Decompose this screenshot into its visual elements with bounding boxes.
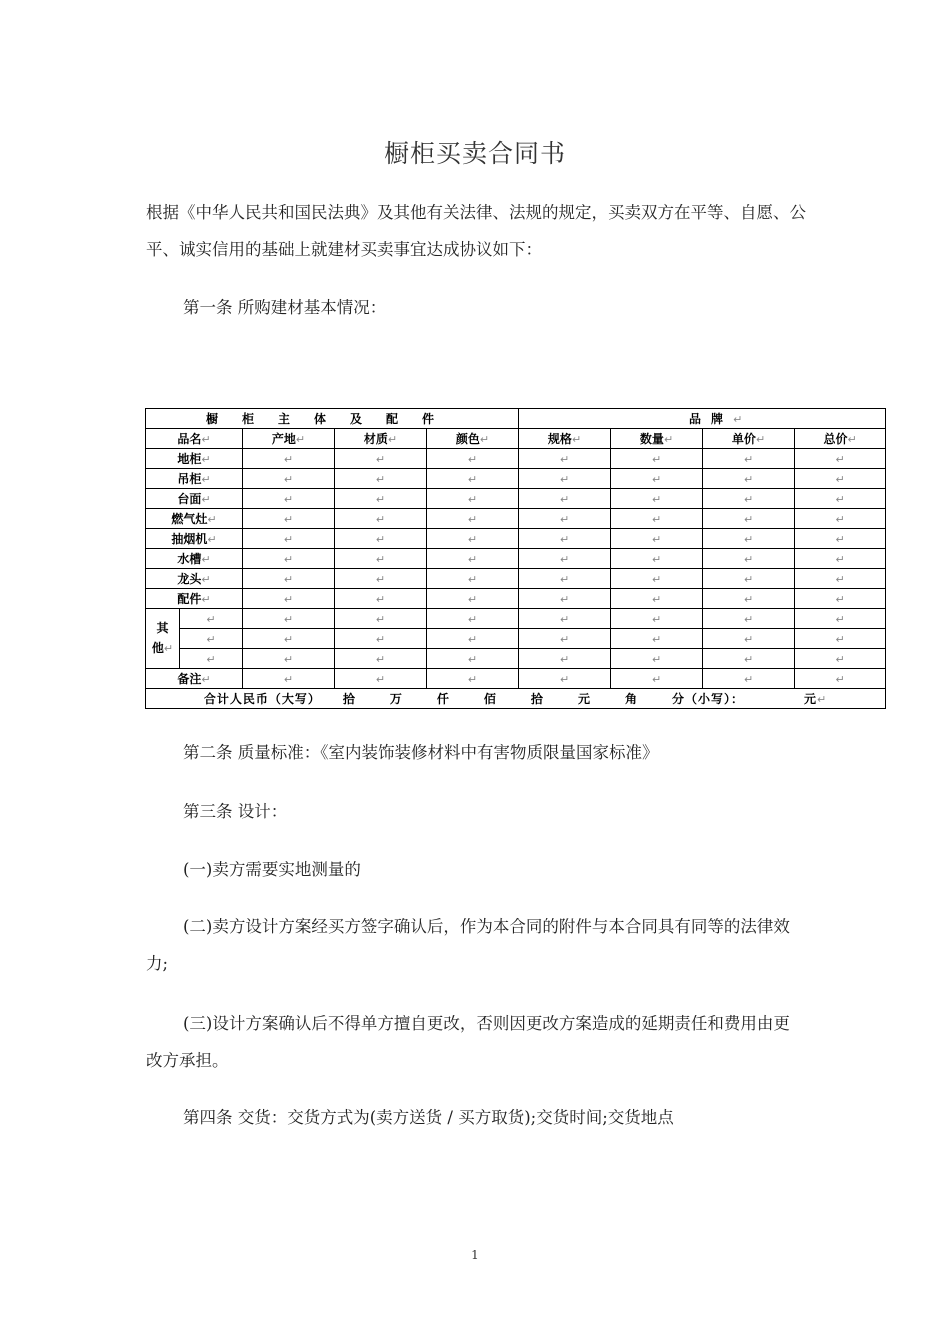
- return-mark: ↵: [283, 532, 294, 546]
- table-cell: [180, 629, 243, 649]
- table-cell: [519, 469, 611, 489]
- return-mark: ↵: [375, 652, 386, 666]
- return-mark: ↵: [743, 672, 754, 686]
- small-amount-label: （小写）：: [684, 692, 744, 706]
- table-row: [146, 549, 886, 569]
- return-mark: ↵: [467, 632, 478, 646]
- table-cell: [611, 489, 703, 509]
- return-mark: ↵: [283, 492, 294, 506]
- amount-unit: 元: [577, 692, 591, 706]
- table-cell: [703, 649, 795, 669]
- intro-paragraph: 根据《中华人民共和国民法典》及其他有关法律、法规的规定，买卖双方在平等、自愿、公平、诚实信用的基础上就建材买卖事宜达成协议如下：: [146, 203, 806, 259]
- table-cell: [795, 489, 886, 509]
- return-mark: ↵: [835, 492, 845, 506]
- table-cell: [519, 569, 611, 589]
- table-cell: [243, 549, 335, 569]
- return-mark: ↵: [207, 513, 217, 526]
- table-cell: [243, 609, 335, 629]
- table-column-header-row: [146, 429, 886, 449]
- return-mark: ↵: [201, 433, 211, 446]
- column-header: 规格↵: [519, 429, 611, 449]
- table-cell: [611, 649, 703, 669]
- table-cell: [519, 509, 611, 529]
- table-cell: [703, 569, 795, 589]
- table-cell: [703, 589, 795, 609]
- table-row: [146, 509, 886, 529]
- amount-unit: 分: [671, 692, 685, 706]
- brand-cell: [519, 409, 886, 429]
- table-cell: [335, 569, 427, 589]
- return-mark: ↵: [743, 452, 754, 466]
- table-row-remark: [146, 669, 886, 689]
- table-cell: [427, 489, 519, 509]
- row-label: 龙头↵: [146, 569, 243, 589]
- table-row: [146, 569, 886, 589]
- table-cell: [611, 449, 703, 469]
- return-mark: ↵: [651, 592, 662, 606]
- table-cell: [427, 529, 519, 549]
- table-cell: [427, 469, 519, 489]
- table-cell: [795, 549, 886, 569]
- return-mark: ↵: [571, 433, 582, 446]
- return-mark: ↵: [375, 672, 386, 686]
- table-cell: [427, 569, 519, 589]
- table-cell: [335, 589, 427, 609]
- table-cell: [519, 629, 611, 649]
- return-mark: ↵: [467, 452, 478, 466]
- table-header-group-row: [146, 409, 886, 429]
- return-mark: ↵: [743, 632, 754, 646]
- return-mark: ↵: [835, 552, 845, 566]
- column-header: 单价↵: [703, 429, 795, 449]
- table-cell: [427, 649, 519, 669]
- return-mark: ↵: [559, 672, 570, 686]
- return-mark: ↵: [201, 553, 211, 566]
- return-mark: ↵: [375, 572, 386, 586]
- return-mark: ↵: [467, 652, 478, 666]
- return-mark: ↵: [206, 632, 216, 646]
- header-group-cell: [146, 409, 519, 429]
- table-cell: [519, 589, 611, 609]
- table-row-other: [146, 629, 886, 649]
- return-mark: ↵: [375, 472, 386, 486]
- row-label: 台面↵: [146, 489, 243, 509]
- table-row: [146, 449, 886, 469]
- return-mark: ↵: [663, 433, 674, 446]
- table-row-other: [146, 649, 886, 669]
- table-cell: [795, 529, 886, 549]
- return-mark: ↵: [743, 652, 754, 666]
- column-header: 材质↵: [335, 429, 427, 449]
- return-mark: ↵: [201, 593, 211, 606]
- return-mark: ↵: [201, 673, 211, 686]
- return-mark: ↵: [559, 592, 570, 606]
- table-cell: [243, 589, 335, 609]
- table-cell: [243, 669, 335, 689]
- table-cell: [703, 469, 795, 489]
- table-cell: [795, 509, 886, 529]
- return-mark: ↵: [835, 612, 845, 626]
- other-label-line: 他↵: [151, 641, 174, 655]
- table-cell: [427, 449, 519, 469]
- table-cell: [703, 669, 795, 689]
- article-3-item-3: (三)设计方案确认后不得单方擅自更改，否则因更改方案造成的延期责任和费用由更改方承担。: [146, 1014, 790, 1070]
- table-cell: [243, 569, 335, 589]
- table-cell: [703, 549, 795, 569]
- row-label: 燃气灶↵: [146, 509, 243, 529]
- return-mark: ↵: [283, 592, 294, 606]
- table-cell: [611, 589, 703, 609]
- return-mark: ↵: [743, 492, 754, 506]
- return-mark: ↵: [467, 472, 478, 486]
- table-cell: [703, 629, 795, 649]
- return-mark: ↵: [743, 512, 754, 526]
- table-cell: [795, 669, 886, 689]
- return-mark: ↵: [651, 512, 662, 526]
- table-cell: [427, 629, 519, 649]
- table-row: [146, 489, 886, 509]
- return-mark: ↵: [375, 452, 386, 466]
- table-cell: [611, 549, 703, 569]
- return-mark: ↵: [743, 612, 754, 626]
- return-mark: ↵: [835, 632, 845, 646]
- return-mark: ↵: [651, 532, 662, 546]
- column-header: 产地↵: [243, 429, 335, 449]
- table-cell: [335, 609, 427, 629]
- table-cell: [519, 549, 611, 569]
- table-cell: [243, 629, 335, 649]
- return-mark: ↵: [835, 652, 845, 666]
- return-mark: ↵: [651, 632, 662, 646]
- return-mark: ↵: [559, 632, 570, 646]
- return-mark: ↵: [559, 452, 570, 466]
- row-label: 地柜↵: [146, 449, 243, 469]
- return-mark: ↵: [283, 452, 294, 466]
- row-label: 吊柜↵: [146, 469, 243, 489]
- yuan-label: 元: [804, 692, 818, 706]
- table-row-other: [146, 609, 886, 629]
- return-mark: ↵: [835, 592, 845, 606]
- article-1: 第一条 所购建材基本情况：: [183, 298, 387, 317]
- return-mark: ↵: [835, 512, 845, 526]
- table-cell: [335, 449, 427, 469]
- return-mark: ↵: [467, 592, 478, 606]
- table-cell: [427, 609, 519, 629]
- return-mark: ↵: [387, 433, 398, 446]
- table-cell: [795, 629, 886, 649]
- table-cell: [795, 569, 886, 589]
- return-mark: ↵: [559, 572, 570, 586]
- table-row: [146, 469, 886, 489]
- amount-unit: 角: [624, 692, 638, 706]
- return-mark: ↵: [467, 512, 478, 526]
- return-mark: ↵: [559, 552, 570, 566]
- return-mark: ↵: [651, 612, 662, 626]
- return-mark: ↵: [201, 573, 211, 586]
- materials-table: [145, 408, 886, 709]
- return-mark: ↵: [295, 433, 306, 446]
- table-cell: [180, 609, 243, 629]
- table-cell: [427, 509, 519, 529]
- article-3-item-2: (二)卖方设计方案经买方签字确认后，作为本合同的附件与本合同具有同等的法律效力;: [146, 917, 790, 973]
- table-cell: [335, 629, 427, 649]
- return-mark: ↵: [743, 572, 754, 586]
- return-mark: ↵: [559, 652, 570, 666]
- return-mark: ↵: [743, 532, 754, 546]
- amount-unit: 拾: [342, 692, 356, 706]
- return-mark: ↵: [283, 512, 294, 526]
- table-cell: [519, 609, 611, 629]
- row-label: 配件↵: [146, 589, 243, 609]
- table-cell: [519, 489, 611, 509]
- return-mark: ↵: [755, 433, 766, 446]
- return-mark: ↵: [651, 652, 662, 666]
- table-cell: [335, 489, 427, 509]
- return-mark: ↵: [283, 572, 294, 586]
- return-mark: ↵: [207, 533, 217, 546]
- return-mark: ↵: [375, 492, 386, 506]
- return-mark: ↵: [651, 552, 662, 566]
- brand-label: 品牌: [689, 412, 734, 426]
- return-mark: ↵: [283, 612, 294, 626]
- return-mark: ↵: [817, 693, 828, 706]
- return-mark: ↵: [835, 452, 845, 466]
- table-cell: [519, 669, 611, 689]
- table-cell: [703, 529, 795, 549]
- return-mark: ↵: [206, 652, 216, 666]
- return-mark: ↵: [835, 672, 845, 686]
- table-cell: [427, 549, 519, 569]
- table-cell: [703, 609, 795, 629]
- return-mark: ↵: [651, 672, 662, 686]
- page-number: 1: [471, 1248, 479, 1262]
- article-4: 第四条 交货：交货方式为(卖方送货 / 买方取货);交货时间;交货地点: [183, 1108, 674, 1127]
- table-cell: [611, 669, 703, 689]
- return-mark: ↵: [283, 632, 294, 646]
- table-cell: [611, 629, 703, 649]
- table-cell: [795, 649, 886, 669]
- return-mark: ↵: [201, 473, 211, 486]
- other-label-line: 其: [156, 621, 169, 635]
- table-cell: [243, 509, 335, 529]
- return-mark: ↵: [201, 493, 211, 506]
- return-mark: ↵: [651, 572, 662, 586]
- return-mark: ↵: [651, 472, 662, 486]
- table-total-row: [146, 689, 886, 709]
- row-label: 备注↵: [146, 669, 243, 689]
- table-cell: [243, 469, 335, 489]
- column-header: 品名↵: [146, 429, 243, 449]
- column-header: 总价↵: [795, 429, 886, 449]
- table-cell: [795, 609, 886, 629]
- table-row: [146, 529, 886, 549]
- amount-unit: 万: [389, 692, 403, 706]
- return-mark: ↵: [559, 492, 570, 506]
- table-cell: [703, 509, 795, 529]
- total-label: 合计人民币（大写）: [203, 692, 321, 706]
- table-cell: [795, 469, 886, 489]
- article-3-item-1: (一)卖方需要实地测量的: [183, 860, 361, 879]
- return-mark: ↵: [559, 612, 570, 626]
- return-mark: ↵: [467, 672, 478, 686]
- return-mark: ↵: [651, 492, 662, 506]
- table-cell: [795, 449, 886, 469]
- table-cell: [427, 589, 519, 609]
- table-cell: [335, 529, 427, 549]
- column-header: 数量↵: [611, 429, 703, 449]
- return-mark: ↵: [283, 672, 294, 686]
- table-cell: [335, 549, 427, 569]
- return-mark: ↵: [375, 612, 386, 626]
- amount-unit: 仟: [436, 692, 450, 706]
- return-mark: ↵: [743, 592, 754, 606]
- table-cell: [243, 449, 335, 469]
- return-mark: ↵: [283, 552, 294, 566]
- table-cell: [611, 529, 703, 549]
- return-mark: ↵: [467, 532, 478, 546]
- table-cell: [703, 489, 795, 509]
- table-cell: [703, 449, 795, 469]
- return-mark: ↵: [835, 572, 845, 586]
- return-mark: ↵: [201, 453, 211, 466]
- return-mark: ↵: [163, 642, 174, 655]
- return-mark: ↵: [835, 472, 845, 486]
- table-row: [146, 589, 886, 609]
- table-cell: [519, 649, 611, 669]
- table-cell: [519, 529, 611, 549]
- return-mark: ↵: [559, 472, 570, 486]
- table-cell: [795, 589, 886, 609]
- return-mark: ↵: [375, 592, 386, 606]
- return-mark: ↵: [743, 472, 754, 486]
- return-mark: ↵: [206, 612, 216, 626]
- amount-unit: 拾: [530, 692, 544, 706]
- table-cell: [243, 529, 335, 549]
- table-cell: [180, 649, 243, 669]
- total-amount-cell: [146, 689, 886, 709]
- table-cell: [243, 649, 335, 669]
- article-3: 第三条 设计：: [183, 802, 288, 821]
- return-mark: ↵: [835, 532, 845, 546]
- table-cell: [335, 469, 427, 489]
- other-label-cell: [146, 609, 180, 669]
- table-cell: [611, 469, 703, 489]
- table-cell: [335, 509, 427, 529]
- article-2: 第二条 质量标准：《室内装饰装修材料中有害物质限量国家标准》: [183, 743, 659, 762]
- table-cell: [427, 669, 519, 689]
- return-mark: ↵: [467, 492, 478, 506]
- return-mark: ↵: [375, 512, 386, 526]
- return-mark: ↵: [467, 612, 478, 626]
- document-title: 橱柜买卖合同书: [383, 139, 566, 168]
- return-mark: ↵: [375, 552, 386, 566]
- table-cell: [243, 489, 335, 509]
- return-mark: ↵: [467, 552, 478, 566]
- table-cell: [519, 449, 611, 469]
- return-mark: ↵: [651, 452, 662, 466]
- table-cell: [611, 509, 703, 529]
- table-cell: [335, 669, 427, 689]
- column-header: 颜色↵: [427, 429, 519, 449]
- return-mark: ↵: [467, 572, 478, 586]
- return-mark: ↵: [559, 532, 570, 546]
- table-cell: [611, 609, 703, 629]
- return-mark: ↵: [733, 413, 743, 426]
- row-label: 抽烟机↵: [146, 529, 243, 549]
- return-mark: ↵: [375, 532, 386, 546]
- row-label: 水槽↵: [146, 549, 243, 569]
- table-cell: [335, 649, 427, 669]
- return-mark: ↵: [559, 512, 570, 526]
- return-mark: ↵: [283, 472, 294, 486]
- return-mark: ↵: [283, 652, 294, 666]
- return-mark: ↵: [375, 632, 386, 646]
- return-mark: ↵: [743, 552, 754, 566]
- return-mark: ↵: [847, 433, 857, 446]
- return-mark: ↵: [479, 433, 490, 446]
- table-cell: [611, 569, 703, 589]
- amount-unit: 佰: [483, 692, 497, 706]
- header-group-label: 橱柜主体及配件: [206, 412, 459, 426]
